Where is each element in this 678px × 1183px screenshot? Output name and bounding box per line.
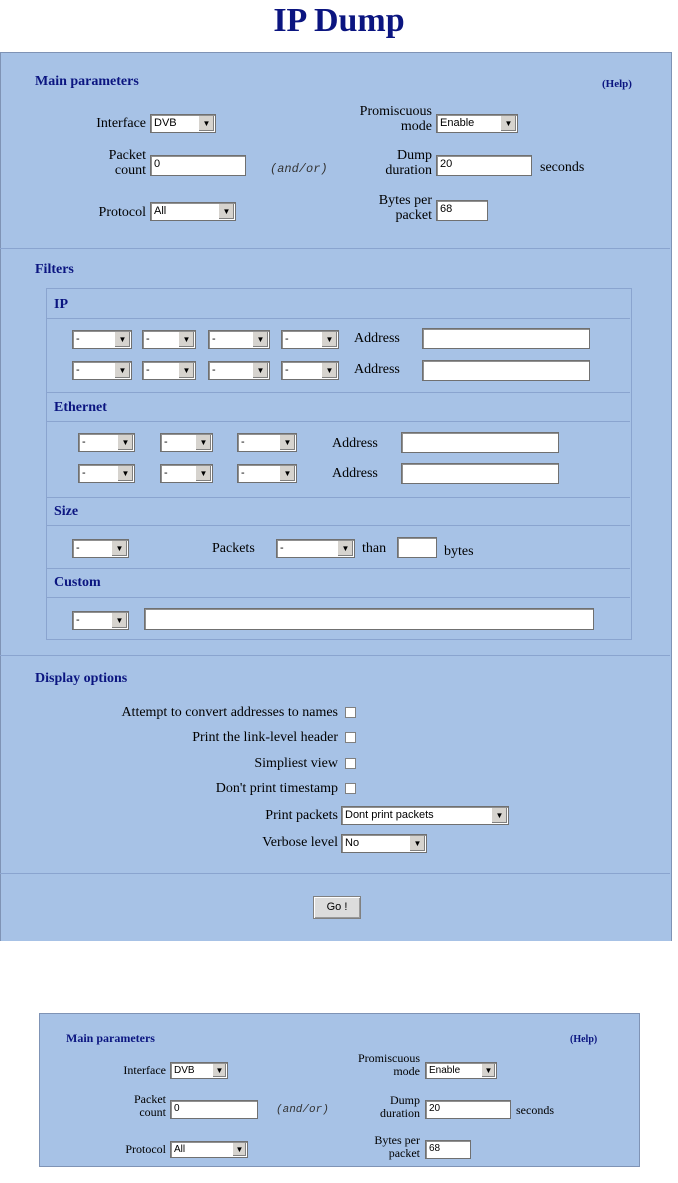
size-title: Size xyxy=(54,504,79,519)
ethernet-select[interactable]: - ▼ xyxy=(160,433,213,452)
ip-address-input[interactable] xyxy=(422,360,590,381)
protocol-value: All xyxy=(154,205,167,217)
detail-seconds-label: seconds xyxy=(516,1103,554,1117)
than-label: than xyxy=(362,541,387,556)
detail-protocol-select[interactable] xyxy=(170,1141,248,1158)
ethernet-select[interactable]: - ▼ xyxy=(237,464,297,483)
chevron-down-icon: ▼ xyxy=(337,541,353,556)
custom-select[interactable]: - ▼ xyxy=(72,611,129,630)
packets-label: Packets xyxy=(212,541,255,556)
interface-label: Interface xyxy=(96,116,146,131)
chevron-down-icon: ▼ xyxy=(212,1064,226,1077)
ethernet-address-input[interactable] xyxy=(401,463,559,484)
divider xyxy=(47,525,630,526)
detail-bytes-per-packet-label: Bytes per packet xyxy=(374,1133,420,1160)
divider xyxy=(47,497,630,498)
simpliest-view-checkbox[interactable] xyxy=(345,758,356,769)
divider xyxy=(47,421,630,422)
simpliest-view-label: Simpliest view xyxy=(254,756,338,771)
protocol-select[interactable] xyxy=(150,202,236,221)
size-bytes-input[interactable] xyxy=(397,537,437,558)
seconds-label: seconds xyxy=(540,160,585,175)
size-select[interactable]: - ▼ xyxy=(72,539,129,558)
detail-bytes-per-packet-input[interactable]: 68 xyxy=(425,1140,471,1159)
interface-value: DVB xyxy=(154,117,177,129)
promiscuous-value: Enable xyxy=(440,117,475,129)
bytes-per-packet-input[interactable]: 68 xyxy=(436,200,488,221)
ip-select[interactable]: - ▼ xyxy=(72,361,132,380)
interface-select[interactable] xyxy=(150,114,216,133)
chevron-down-icon: ▼ xyxy=(279,466,295,481)
detail-interface-label: Interface xyxy=(123,1063,166,1077)
ethernet-select[interactable]: - ▼ xyxy=(237,433,297,452)
packets-compare-select[interactable]: - ▼ xyxy=(276,539,355,558)
detail-protocol-label: Protocol xyxy=(125,1142,166,1156)
detail-promiscuous-label: Promiscuous mode xyxy=(357,1051,420,1078)
packet-count-input[interactable]: 0 xyxy=(150,155,246,176)
display-options-title: Display options xyxy=(35,671,128,686)
chevron-down-icon: ▼ xyxy=(114,363,130,378)
custom-filter-input[interactable] xyxy=(144,608,594,630)
detail-packet-count-label: Packet count xyxy=(134,1092,166,1119)
custom-title: Custom xyxy=(54,575,101,590)
ip-select[interactable]: - ▼ xyxy=(208,330,270,349)
detail-and-or-text: (and/or) xyxy=(276,1104,329,1116)
chevron-down-icon: ▼ xyxy=(232,1143,246,1156)
chevron-down-icon: ▼ xyxy=(195,435,211,450)
chevron-down-icon: ▼ xyxy=(111,613,127,628)
detail-main-parameters-title: Main parameters xyxy=(66,1031,155,1045)
convert-addresses-checkbox[interactable] xyxy=(345,707,356,718)
ip-select[interactable]: - ▼ xyxy=(281,330,339,349)
no-timestamp-checkbox[interactable] xyxy=(345,783,356,794)
chevron-down-icon: ▼ xyxy=(279,435,295,450)
promiscuous-select[interactable] xyxy=(436,114,518,133)
detail-dump-duration-input[interactable]: 20 xyxy=(425,1100,511,1119)
detail-interface-value: DVB xyxy=(174,1065,195,1076)
convert-addresses-label: Attempt to convert addresses to names xyxy=(121,705,338,720)
ip-select[interactable]: - ▼ xyxy=(72,330,132,349)
print-packets-value: Dont print packets xyxy=(345,809,434,821)
ethernet-address-label: Address xyxy=(332,436,378,451)
ip-select[interactable]: - ▼ xyxy=(208,361,270,380)
ip-select[interactable]: - ▼ xyxy=(142,330,196,349)
chevron-down-icon: ▼ xyxy=(500,116,516,131)
divider xyxy=(47,568,630,569)
link-level-header-checkbox[interactable] xyxy=(345,732,356,743)
ethernet-title: Ethernet xyxy=(54,400,107,415)
chevron-down-icon: ▼ xyxy=(218,204,234,219)
chevron-down-icon: ▼ xyxy=(195,466,211,481)
chevron-down-icon: ▼ xyxy=(114,332,130,347)
ethernet-select[interactable]: - ▼ xyxy=(78,464,135,483)
divider xyxy=(47,392,630,393)
chevron-down-icon: ▼ xyxy=(481,1064,495,1077)
print-packets-select[interactable] xyxy=(341,806,509,825)
ethernet-select[interactable]: - ▼ xyxy=(160,464,213,483)
chevron-down-icon: ▼ xyxy=(111,541,127,556)
promiscuous-label: Promiscuous mode xyxy=(359,104,432,134)
chevron-down-icon: ▼ xyxy=(409,836,425,851)
divider xyxy=(0,248,670,249)
ip-address-label: Address xyxy=(354,362,400,377)
divider xyxy=(47,318,630,319)
ip-title: IP xyxy=(54,297,68,312)
ip-address-label: Address xyxy=(354,331,400,346)
go-button[interactable]: Go ! xyxy=(313,896,361,919)
dump-duration-label: Dump duration xyxy=(385,148,432,178)
bytes-label: bytes xyxy=(444,544,474,559)
detail-promiscuous-select[interactable] xyxy=(425,1062,497,1079)
chevron-down-icon: ▼ xyxy=(252,363,268,378)
ip-select[interactable]: - ▼ xyxy=(281,361,339,380)
chevron-down-icon: ▼ xyxy=(321,363,337,378)
chevron-down-icon: ▼ xyxy=(321,332,337,347)
divider xyxy=(0,655,670,656)
bytes-per-packet-label: Bytes per packet xyxy=(378,193,432,223)
detail-dump-duration-label: Dump duration xyxy=(380,1093,420,1120)
dump-duration-input[interactable]: 20 xyxy=(436,155,532,176)
print-packets-label: Print packets xyxy=(265,808,338,823)
verbose-level-select[interactable] xyxy=(341,834,427,853)
ip-address-input[interactable] xyxy=(422,328,590,349)
no-timestamp-label: Don't print timestamp xyxy=(215,781,338,796)
verbose-level-label: Verbose level xyxy=(262,835,338,850)
packet-count-label: Packet count xyxy=(108,148,146,178)
chevron-down-icon: ▼ xyxy=(117,466,133,481)
chevron-down-icon: ▼ xyxy=(178,363,194,378)
detail-packet-count-input[interactable]: 0 xyxy=(170,1100,258,1119)
divider xyxy=(0,873,670,874)
verbose-level-value: No xyxy=(345,837,360,849)
chevron-down-icon: ▼ xyxy=(178,332,194,347)
filters-title: Filters xyxy=(35,262,74,277)
detail-protocol-value: All xyxy=(174,1144,186,1155)
detail-interface-select[interactable] xyxy=(170,1062,228,1079)
main-parameters-title: Main parameters xyxy=(35,74,139,89)
detail-promiscuous-value: Enable xyxy=(429,1065,461,1076)
chevron-down-icon: ▼ xyxy=(117,435,133,450)
protocol-label: Protocol xyxy=(98,205,146,220)
ethernet-select[interactable]: - ▼ xyxy=(78,433,135,452)
and-or-text: (and/or) xyxy=(270,162,328,176)
detail-help-link[interactable]: (Help) xyxy=(570,1034,598,1045)
chevron-down-icon: ▼ xyxy=(491,808,507,823)
chevron-down-icon: ▼ xyxy=(252,332,268,347)
ip-select[interactable]: - ▼ xyxy=(142,361,196,380)
chevron-down-icon: ▼ xyxy=(198,116,214,131)
divider xyxy=(47,597,630,598)
ethernet-address-label: Address xyxy=(332,466,378,481)
link-level-header-label: Print the link-level header xyxy=(192,730,338,745)
ethernet-address-input[interactable] xyxy=(401,432,559,453)
page-title: IP Dump xyxy=(273,2,405,39)
help-link[interactable]: (Help) xyxy=(602,78,632,90)
